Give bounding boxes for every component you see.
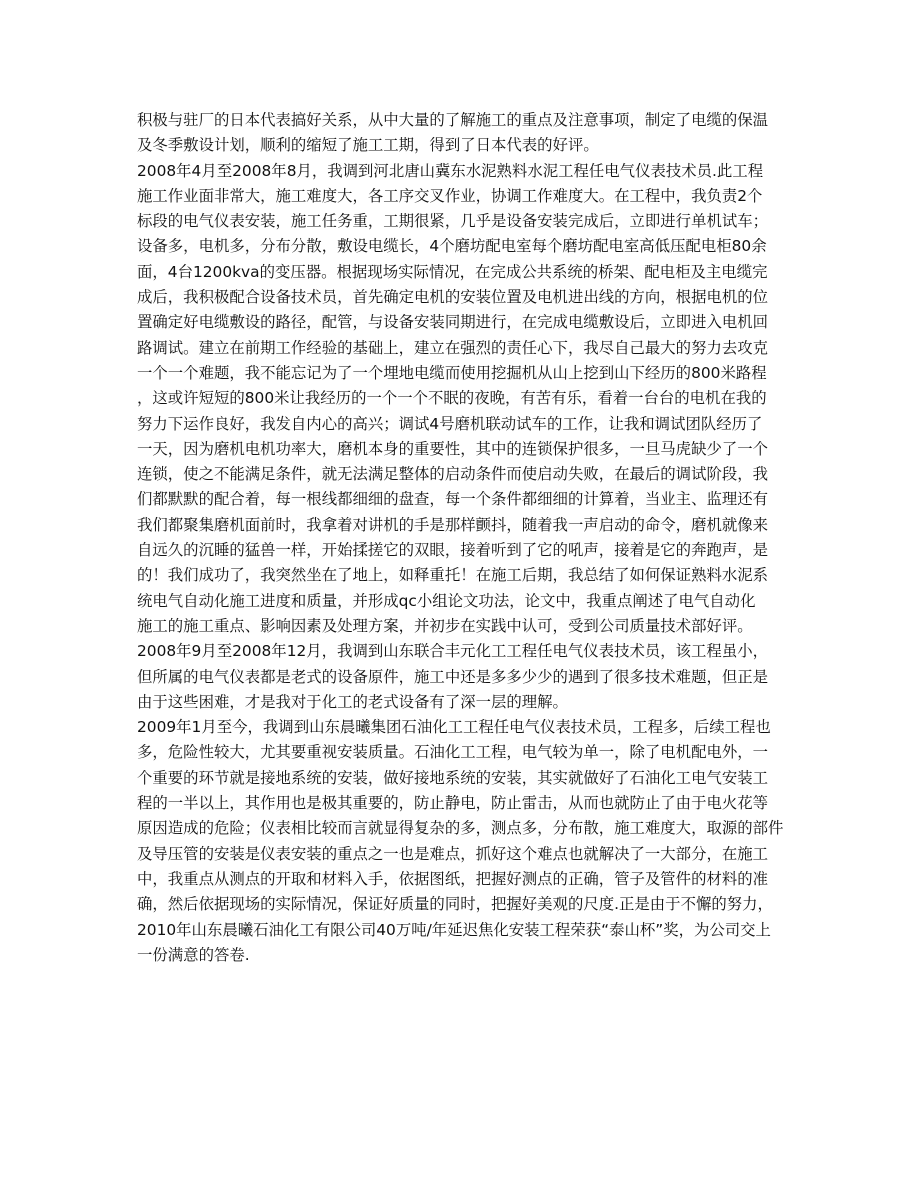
body-text bbox=[137, 108, 787, 968]
text-line: 路调试。建立在前期工作经验的基础上，建立在强烈的责任心下，我尽自己最大的努力去攻克 bbox=[137, 338, 769, 357]
text-line: 积极与驻厂的日本代表搞好关系，从中大量的了解施工的重点及注意事项，制定了电缆的保温 bbox=[137, 111, 769, 129]
text-line: 我们都聚集磨机面前时，我拿着对讲机的手是那样颤抖，随着我一声启动的命令，磨机就像来 bbox=[137, 515, 769, 534]
text-line: 但所属的电气仪表都是老式的设备原件，施工中还是多多少少的遇到了很多技术难题，但正是 bbox=[137, 667, 769, 686]
text-line: 努力下运作良好，我发自内心的高兴；调试4号磨机联动试车的工作，让我和调试团队经历了 bbox=[137, 414, 763, 433]
text-line: 2008年4月至2008年8月，我调到河北唐山冀东水泥熟料水泥工程任电气仪表技术员.此工程 bbox=[137, 161, 764, 180]
text-line: 个重要的环节就是接地系统的安装，做好接地系统的安装，其实就做好了石油化工电气安装工 bbox=[137, 768, 769, 787]
text-line: 多，危险性较大，尤其要重视安装质量。石油化工工程，电气较为单一，除了电机配电外，一 bbox=[137, 743, 769, 762]
text-line: 确，然后依据现场的实际情况，保证好质量的同时，把握好美观的尺度.正是由于不懈的努力， bbox=[137, 895, 773, 914]
text-line: 面，4台1200kva的变压器。根据现场实际情况，在完成公共系统的桥架、配电柜及主电缆完 bbox=[137, 262, 768, 281]
text-line: 2008年9月至2008年12月，我调到山东联合丰元化工工程任电气仪表技术员，该工程虽小， bbox=[137, 642, 768, 661]
text-line: 统电气自动化施工进度和质量，并形成qc小组论文功法，论文中，我重点阐述了电气自动化 bbox=[137, 591, 756, 610]
text-line: 一份满意的答卷. bbox=[137, 945, 250, 964]
text-line: 2009年1月至今，我调到山东晨曦集团石油化工工程任电气仪表技术员，工程多，后续工程也 bbox=[137, 718, 771, 737]
text-line: 自远久的沉睡的猛兽一样，开始揉搓它的双眼，接着听到了它的吼声，接着是它的奔跑声，是 bbox=[137, 541, 769, 560]
text-line: 施工作业面非常大，施工难度大，各工序交叉作业，协调工作难度大。在工程中，我负责2个 bbox=[137, 186, 763, 205]
text-line: 一个一个难题，我不能忘记为了一个埋地电缆而使用挖掘机从山上挖到山下经历的800米路程 bbox=[137, 363, 767, 382]
text-line: 及导压管的安装是仪表安装的重点之一也是难点，抓好这个难点也就解决了一大部分，在施工 bbox=[137, 844, 769, 863]
text-line: 标段的电气仪表安装，施工任务重，工期很紧，几乎是设备安装完成后，立即进行单机试车； bbox=[137, 212, 769, 231]
text-line: 2010年山东晨曦石油化工有限公司40万吨/年延迟焦化安装工程荣获“泰山杯”奖，为公司交上 bbox=[137, 920, 771, 939]
text-line: 一天，因为磨机电机功率大，磨机本身的重要性，其中的连锁保护很多，一旦马虎缺少了一个 bbox=[137, 439, 769, 458]
text-line: 由于这些困难，才是我对于化工的老式设备有了深一层的理解。 bbox=[137, 692, 568, 711]
text-line: ，这或许短短的800米让我经历的一个一个不眠的夜晚，有苦有乐，看着一台台的电机在我的 bbox=[137, 389, 767, 408]
text-line: 成后，我积极配合设备技术员，首先确定电机的安装位置及电机进出线的方向，根据电机的位 bbox=[137, 288, 769, 307]
text-line: 及冬季敷设计划，顺利的缩短了施工工期，得到了日本代表的好评。 bbox=[137, 136, 599, 155]
text-line: 施工的施工重点、影响因素及处理方案，并初步在实践中认可，受到公司质量技术部好评。 bbox=[137, 616, 753, 635]
text-line: 原因造成的危险；仪表相比较而言就显得复杂的多，测点多，分布散，施工难度大，取源的部件 bbox=[137, 819, 784, 838]
text-line: 连锁，使之不能满足条件，就无法满足整体的启动条件而使启动失败，在最后的调试阶段，我 bbox=[137, 465, 769, 484]
text-line: 置确定好电缆敷设的路径，配管，与设备安装同期进行，在完成电缆敷设后，立即进入电机回 bbox=[137, 313, 769, 332]
text-line: 程的一半以上，其作用也是极其重要的，防止静电，防止雷击，从而也就防止了由于电火花等 bbox=[137, 794, 769, 813]
text-line: 设备多，电机多，分布分散，敷设电缆长，4个磨坊配电室每个磨坊配电室高低压配电柜80余 bbox=[137, 237, 767, 256]
text-line: 的！我们成功了，我突然坐在了地上，如释重托！在施工后期，我总结了如何保证熟料水泥系 bbox=[137, 566, 769, 585]
text-line: 们都默默的配合着，每一根线都细细的盘查，每一个条件都细细的计算着，当业主、监理还有 bbox=[137, 490, 769, 509]
text-line: 中，我重点从测点的开取和材料入手，依据图纸，把握好测点的正确，管子及管件的材料的准 bbox=[137, 869, 769, 888]
